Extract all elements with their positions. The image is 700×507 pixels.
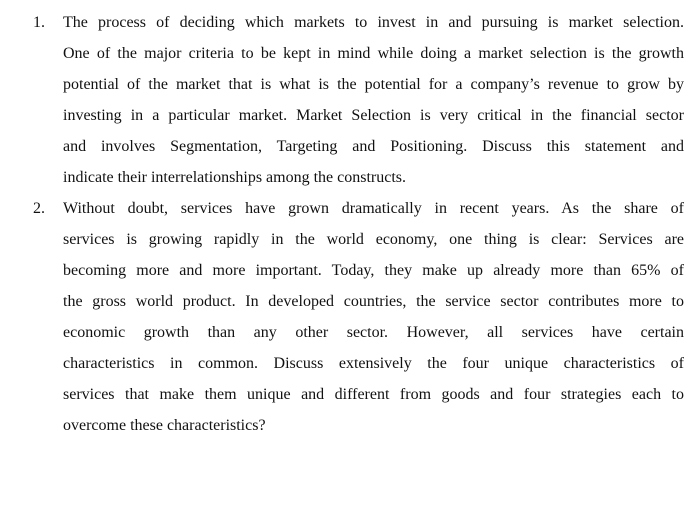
- text-line: indicate their interrelationships among the constructs.: [63, 169, 407, 186]
- text-line: Without doubt, services have grown dramatically in recent years. As the share of: [63, 200, 684, 217]
- text-line: potential of the market that is what is the potential for a company’s revenue to grow by: [63, 76, 684, 93]
- text-line: services is growing rapidly in the world economy, one thing is clear: Services are: [63, 231, 684, 248]
- question-number: 1.: [33, 14, 45, 31]
- text-line: overcome these characteristics?: [63, 417, 266, 434]
- text-line: becoming more and more important. Today, they make up already more than 65% of: [63, 262, 684, 279]
- question-number: 2.: [33, 200, 45, 217]
- question-text: [63, 7, 684, 193]
- text-line: the gross world product. In developed countries, the service sector contributes more to: [63, 293, 684, 310]
- text-line: and involves Segmentation, Targeting and Positioning. Discuss this statement and: [63, 138, 684, 155]
- text-line: One of the major criteria to be kept in mind while doing a market selection is the growth: [63, 45, 684, 62]
- text-line: The process of deciding which markets to invest in and pursuing is market selection.: [63, 14, 684, 31]
- text-line: characteristics in common. Discuss extensively the four unique characteristics of: [63, 355, 684, 372]
- question-1: [0, 7, 700, 193]
- text-line: services that make them unique and different from goods and four strategies each to: [63, 386, 684, 403]
- text-line: investing in a particular market. Market Selection is very critical in the financial sector: [63, 107, 684, 124]
- question-text: [63, 193, 684, 441]
- text-line: economic growth than any other sector. However, all services have certain: [63, 324, 684, 341]
- question-2: [0, 193, 700, 441]
